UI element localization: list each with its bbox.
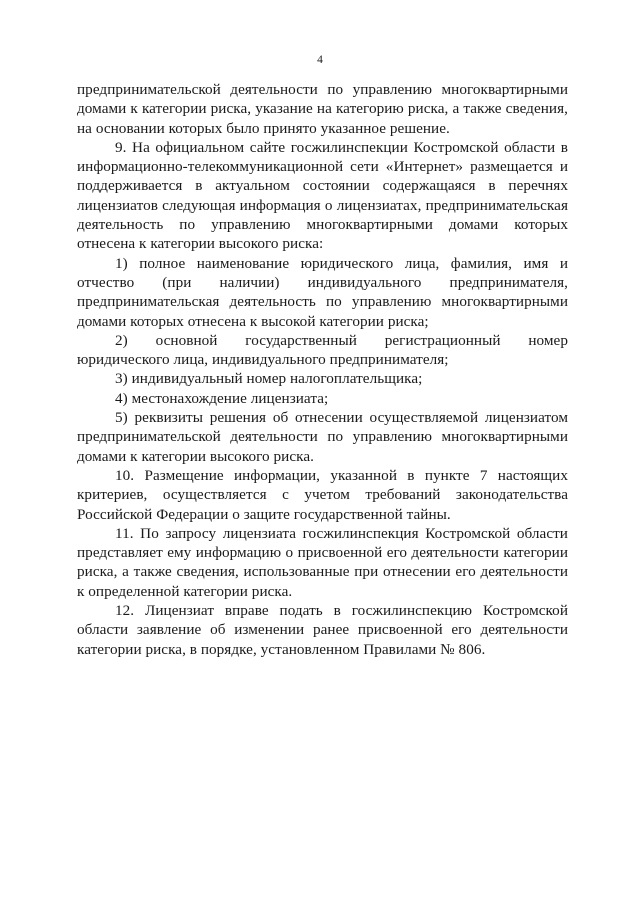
list-item-1: 1) полное наименование юридического лица, фамилия, имя и отчество (при наличии) индивидуального предпринимателя, предпринимательская деятельность по управлению многоквартирными домами которых отнесена к высокой категории риска; <box>77 254 568 330</box>
paragraph-9: 9. На официальном сайте госжилинспекции Костромской области в информационно-телекоммуникационной сети «Интернет» размещается и поддерживается в актуальном состоянии содержащаяся в перечнях лицензиатов следующая информация о лицензиатах, предпринимательская деятельность по управлению многоквартирными домами которых отнесена к категории высокого риска: <box>77 138 568 253</box>
list-item-5: 5) реквизиты решения об отнесении осуществляемой лицензиатом предпринимательской деятельности по управлению многоквартирными домами к категории высокого риска. <box>77 409 568 465</box>
list-item-4: 4) местонахождение лицензиата; <box>115 389 329 407</box>
page-number: 4 <box>317 54 323 66</box>
paragraph-12: 12. Лицензиат вправе подать в госжилинспекцию Костромской области заявление об изменении ранее присвоенной его деятельности категории риска, в порядке, установленном Правилами № 806. <box>77 602 568 658</box>
paragraph-continuation: предпринимательской деятельности по управлению многоквартирными домами к категории риска, указание на категорию риска, а также сведения, на основании которых было принято указанное решение. <box>77 81 568 137</box>
list-item-3: 3) индивидуальный номер налогоплательщика; <box>115 370 423 388</box>
document-body <box>77 80 568 659</box>
paragraph-10: 10. Размещение информации, указанной в пункте 7 настоящих критериев, осуществляется с учетом требований законодательства Российской Федерации о защите государственной тайны. <box>77 466 568 523</box>
list-item-2: 2) основной государственный регистрационный номер юридического лица, индивидуального предпринимателя; <box>77 331 568 369</box>
paragraph-11: 11. По запросу лицензиата госжилинспекция Костромской области представляет ему информацию о присвоенной его деятельности категории риска, а также сведения, использованные при отнесении его деятельности к определенной категории риска. <box>77 524 568 600</box>
